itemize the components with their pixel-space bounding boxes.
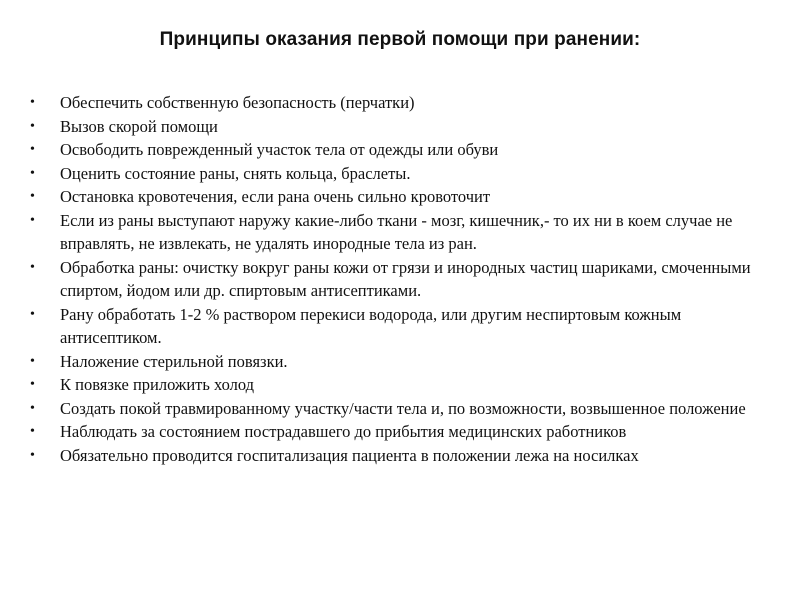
bullet-icon: • [30,259,35,275]
bullet-icon: • [30,142,35,157]
list-item-text: К повязке приложить холод [60,375,255,394]
list-item-text: Оценить состояние раны, снять кольца, браслеты. [60,163,411,183]
bullet-icon: • [30,118,35,134]
list-item-text: Наложение стерильной повязки. [60,351,288,371]
list-item-text: Вызов скорой помощи [60,116,218,136]
list-item [30,162,770,186]
list-item [30,115,770,139]
bullet-icon: • [30,424,35,439]
bullet-icon: • [30,189,35,204]
bullet-icon: • [30,95,35,110]
bullet-icon: • [30,377,35,392]
list-item-text: Остановка кровотечения, если рана очень сильно кровоточит [60,187,491,206]
list-item [30,138,770,162]
slide-title: Принципы оказания первой помощи при ранении: [159,29,641,50]
list-item [30,350,770,374]
list-item [30,256,770,303]
bullet-icon: • [30,212,35,228]
bullet-icon: • [30,353,35,369]
list-item-text: Наблюдать за состоянием пострадавшего до прибытия медицинских работников [60,422,627,441]
list-item [30,397,770,421]
list-item [30,185,770,209]
list-item [30,91,770,115]
list-item [30,209,770,256]
list-item [30,373,770,397]
bullet-icon: • [30,306,35,322]
list-item [30,444,770,468]
list-item [30,420,770,444]
list-item-text: Обеспечить собственную безопасность (перчатки) [60,93,415,112]
list-item-text: Освободить поврежденный участок тела от одежды или обуви [60,140,499,159]
bullet-icon: • [30,447,35,463]
list-item-text: Рану обработать 1-2 % раствором перекиси водорода, или другим неспиртовым кожным антисептиком. [60,304,682,347]
bullet-icon: • [30,400,35,416]
list-item-text: Обработка раны: очистку вокруг раны кожи от грязи и инородных частиц шариками, смоченными спиртом, йодом или др. спиртовым антисептиками. [60,257,751,300]
bullet-icon: • [30,165,35,181]
list-item [30,303,770,350]
list-item-text: Если из раны выступают наружу какие-либо ткани - мозг, кишечник,- то их ни в коем случае не вправлять, не извлекать, не удалять инородные тела из ран. [60,210,733,253]
list-item-text: Обязательно проводится госпитализация пациента в положении лежа на носилках [60,445,639,465]
list-item-text: Создать покой травмированному участку/части тела и, по возможности, возвышенное положение [60,398,746,418]
bullet-list [30,91,770,467]
